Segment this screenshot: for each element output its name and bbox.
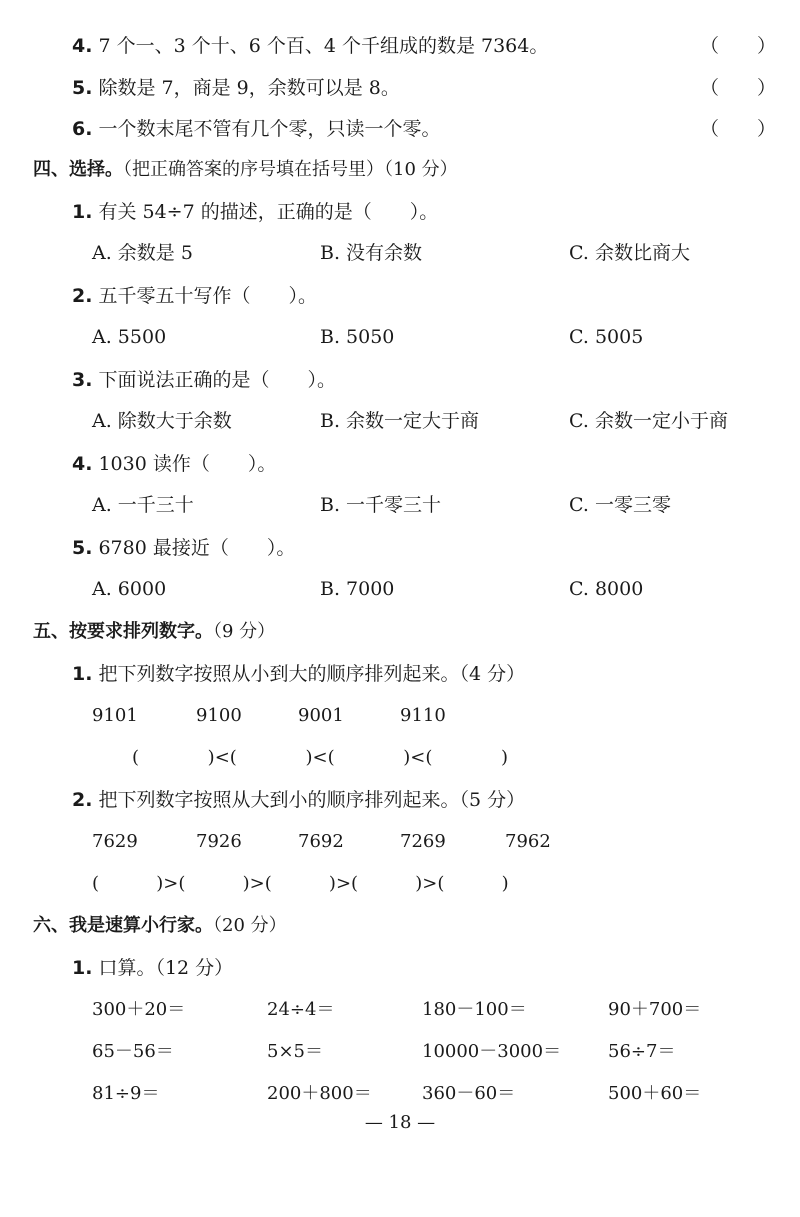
section-4-heading: 四、选择。（把正确答案的序号填在括号里）（10 分） [33,159,458,180]
number-value: 9101 [92,705,138,726]
number-value: 9100 [196,705,242,726]
option-b[interactable]: B. 7000 [320,578,395,600]
number-value: 7269 [400,831,446,852]
calc-problem[interactable]: 180－100＝ [422,999,527,1020]
number-value: 7962 [505,831,551,852]
option-a[interactable]: A. 5500 [92,326,167,348]
option-b[interactable]: B. 5050 [320,326,395,348]
calc-problem[interactable]: 300＋20＝ [92,999,186,1020]
option-a[interactable]: A. 6000 [92,578,167,600]
option-b[interactable]: B. 余数一定大于商 [320,410,480,432]
oral-calc-question: 1. 口算。（12 分） [72,957,234,979]
section-5-heading: 五、按要求排列数字。（9 分） [33,621,276,642]
descending-answer-blanks[interactable]: ( )>( )>( )>( )>( ) [92,873,509,894]
calc-problem[interactable]: 90＋700＝ [608,999,702,1020]
ascending-answer-blanks[interactable]: ( )<( )<( )<( ) [132,747,509,768]
option-b[interactable]: B. 没有余数 [320,242,423,264]
judge-item-5: 5. 除数是 7，商是 9，余数可以是 8。 [72,77,400,99]
order-question-2: 2. 把下列数字按照从大到小的顺序排列起来。（5 分） [72,789,526,811]
choice-question-5: 5. 6780 最接近（ ）。 [72,537,296,559]
calc-problem[interactable]: 81÷9＝ [92,1083,160,1104]
choice-question-1: 1. 有关 54÷7 的描述，正确的是（ ）。 [72,201,439,223]
judge-item-4: 4. 7 个一、3 个十、6 个百、4 个千组成的数是 7364。 [72,35,549,57]
page-number: — 18 — [364,1112,436,1133]
answer-bracket[interactable]: （ ） [700,77,777,99]
calc-problem[interactable]: 10000－3000＝ [422,1041,562,1062]
section-6-heading: 六、我是速算小行家。（20 分） [33,915,287,936]
number-value: 7692 [298,831,344,852]
calc-problem[interactable]: 200＋800＝ [267,1083,372,1104]
choice-question-4: 4. 1030 读作（ ）。 [72,453,277,475]
option-c[interactable]: C. 一零三零 [569,494,671,516]
number-value: 7629 [92,831,138,852]
option-a[interactable]: A. 除数大于余数 [92,410,232,432]
option-b[interactable]: B. 一千零三十 [320,494,442,516]
option-c[interactable]: C. 8000 [569,578,644,600]
calc-problem[interactable]: 5×5＝ [267,1041,323,1062]
answer-bracket[interactable]: （ ） [700,35,777,57]
calc-problem[interactable]: 56÷7＝ [608,1041,676,1062]
option-a[interactable]: A. 余数是 5 [92,242,193,264]
calc-problem[interactable]: 65－56＝ [92,1041,174,1062]
option-c[interactable]: C. 余数一定小于商 [569,410,728,432]
calc-problem[interactable]: 500＋60＝ [608,1083,702,1104]
calc-problem[interactable]: 24÷4＝ [267,999,335,1020]
choice-question-3: 3. 下面说法正确的是（ ）。 [72,369,336,391]
order-question-1: 1. 把下列数字按照从小到大的顺序排列起来。（4 分） [72,663,526,685]
option-a[interactable]: A. 一千三十 [92,494,194,516]
option-c[interactable]: C. 余数比商大 [569,242,690,264]
choice-question-2: 2. 五千零五十写作（ ）。 [72,285,317,307]
number-value: 7926 [196,831,242,852]
calc-problem[interactable]: 360－60＝ [422,1083,516,1104]
judge-item-6: 6. 一个数末尾不管有几个零，只读一个零。 [72,118,441,140]
option-c[interactable]: C. 5005 [569,326,644,348]
number-value: 9001 [298,705,344,726]
number-value: 9110 [400,705,446,726]
answer-bracket[interactable]: （ ） [700,118,777,140]
